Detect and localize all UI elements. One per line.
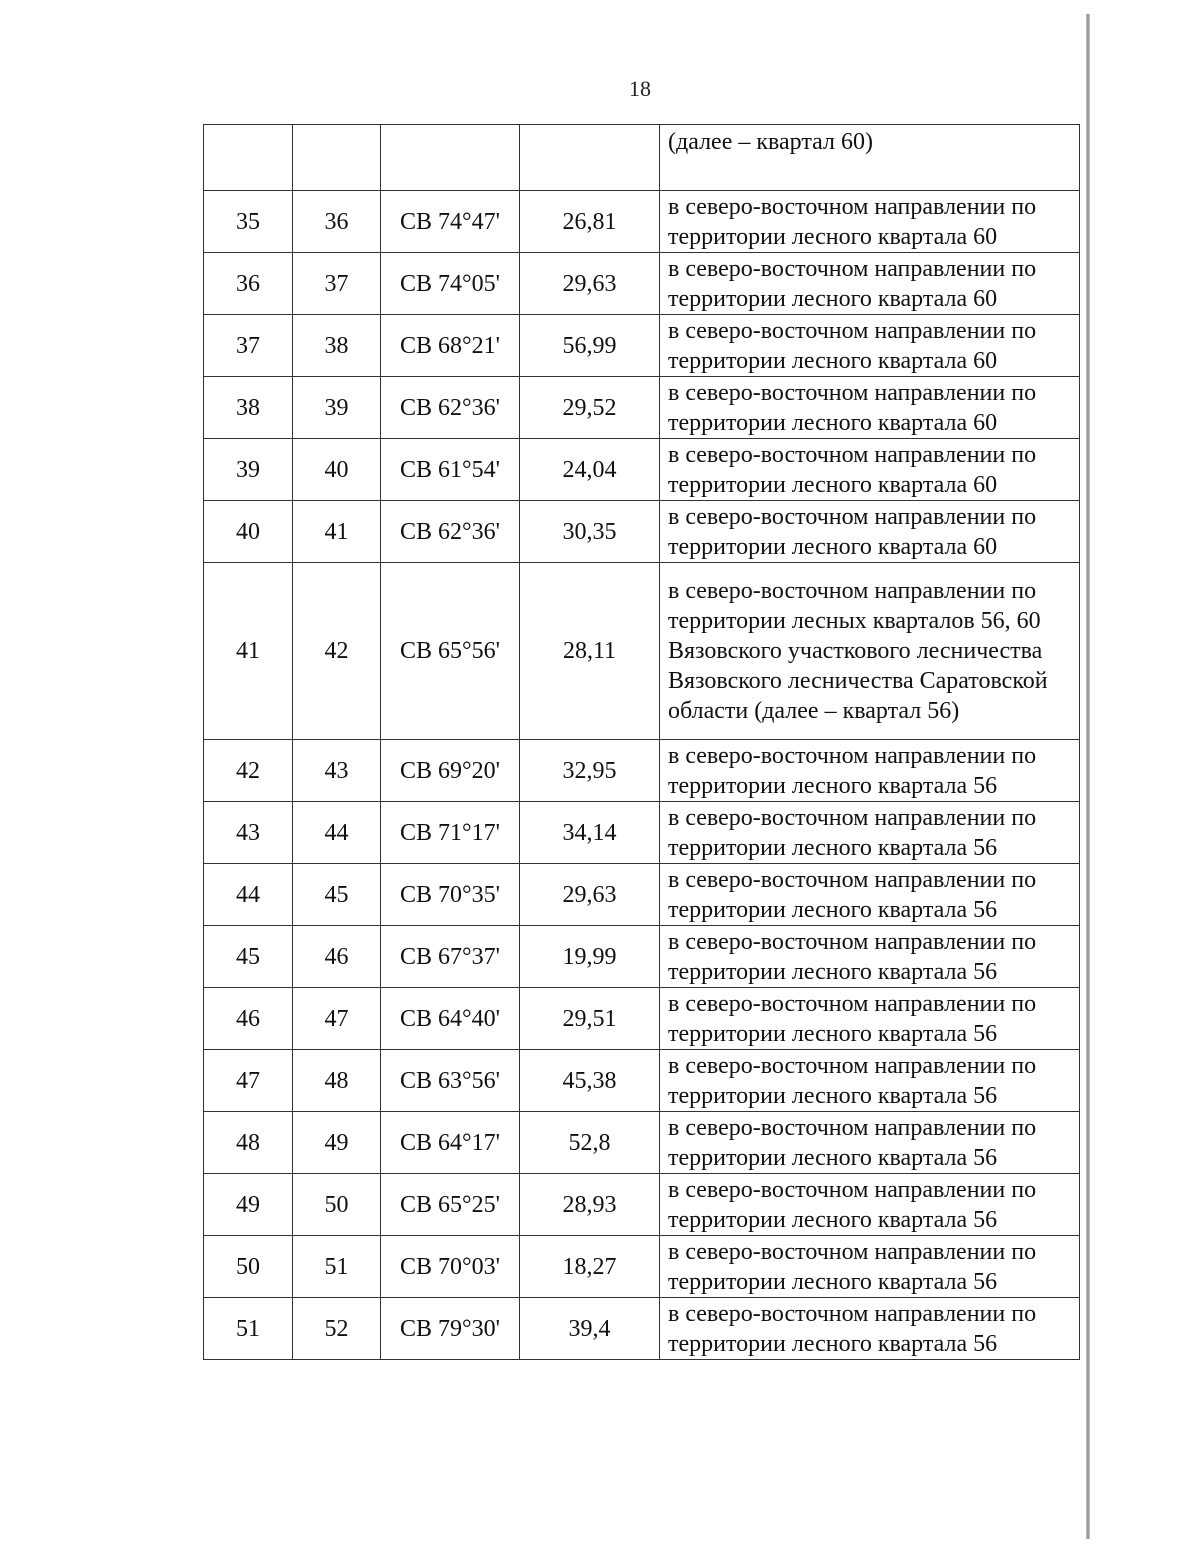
to-point-cell: 50: [293, 1174, 381, 1236]
description-cell: в северо-восточном направлении по территории лесного квартала 56: [660, 1298, 1080, 1360]
bearing-cell: СВ 71°17': [381, 802, 520, 864]
distance-cell: 18,27: [520, 1236, 660, 1298]
distance-cell: 56,99: [520, 315, 660, 377]
from-point-cell: 49: [204, 1174, 293, 1236]
to-point-cell: 38: [293, 315, 381, 377]
bearing-cell: СВ 62°36': [381, 501, 520, 563]
bearing-cell: СВ 64°40': [381, 988, 520, 1050]
description-cell: в северо-восточном направлении по территории лесного квартала 60: [660, 191, 1080, 253]
description-cell: в северо-восточном направлении по территории лесного квартала 56: [660, 802, 1080, 864]
distance-cell: 19,99: [520, 926, 660, 988]
to-point-cell: 41: [293, 501, 381, 563]
from-point-cell: 44: [204, 864, 293, 926]
continuation-bearing-cell: [381, 125, 520, 191]
to-point-cell: 45: [293, 864, 381, 926]
to-point-cell: 39: [293, 377, 381, 439]
from-point-cell: 46: [204, 988, 293, 1050]
description-cell: в северо-восточном направлении по территории лесного квартала 56: [660, 864, 1080, 926]
from-point-cell: 51: [204, 1298, 293, 1360]
bearing-cell: СВ 69°20': [381, 740, 520, 802]
bearing-cell: СВ 61°54': [381, 439, 520, 501]
table-row: [204, 191, 1080, 253]
to-point-cell: 40: [293, 439, 381, 501]
table-row: [204, 315, 1080, 377]
distance-cell: 39,4: [520, 1298, 660, 1360]
description-cell: в северо-восточном направлении по территории лесного квартала 60: [660, 501, 1080, 563]
description-cell: в северо-восточном направлении по территории лесного квартала 56: [660, 988, 1080, 1050]
distance-cell: 29,52: [520, 377, 660, 439]
from-point-cell: 43: [204, 802, 293, 864]
to-point-cell: 42: [293, 563, 381, 740]
from-point-cell: 50: [204, 1236, 293, 1298]
description-cell: в северо-восточном направлении по территории лесных кварталов 56, 60 Вязовского участкового лесничества Вязовского лесничества Саратовской области (далее – квартал 56): [660, 563, 1080, 740]
continuation-row: [204, 125, 1080, 191]
bearing-cell: СВ 63°56': [381, 1050, 520, 1112]
from-point-cell: 37: [204, 315, 293, 377]
table-row: [204, 740, 1080, 802]
distance-cell: 26,81: [520, 191, 660, 253]
continuation-description-cell: (далее – квартал 60): [660, 125, 1080, 191]
table-row: [204, 1112, 1080, 1174]
to-point-cell: 46: [293, 926, 381, 988]
bearing-cell: СВ 64°17': [381, 1112, 520, 1174]
distance-cell: 30,35: [520, 501, 660, 563]
bearing-cell: СВ 70°35': [381, 864, 520, 926]
from-point-cell: 39: [204, 439, 293, 501]
table-body: [204, 125, 1080, 1360]
continuation-distance-cell: [520, 125, 660, 191]
to-point-cell: 44: [293, 802, 381, 864]
table-row: [204, 1050, 1080, 1112]
bearing-cell: СВ 65°56': [381, 563, 520, 740]
distance-cell: 24,04: [520, 439, 660, 501]
to-point-cell: 36: [293, 191, 381, 253]
from-point-cell: 38: [204, 377, 293, 439]
distance-cell: 34,14: [520, 802, 660, 864]
description-cell: в северо-восточном направлении по территории лесного квартала 56: [660, 740, 1080, 802]
bearing-cell: СВ 70°03': [381, 1236, 520, 1298]
table-row: [204, 501, 1080, 563]
distance-cell: 29,63: [520, 864, 660, 926]
distance-cell: 29,63: [520, 253, 660, 315]
bearing-cell: СВ 79°30': [381, 1298, 520, 1360]
scan-edge-line: [1086, 14, 1090, 1539]
description-cell: в северо-восточном направлении по территории лесного квартала 56: [660, 926, 1080, 988]
description-cell: в северо-восточном направлении по территории лесного квартала 60: [660, 315, 1080, 377]
table-row: [204, 563, 1080, 740]
table-row: [204, 864, 1080, 926]
table-row: [204, 802, 1080, 864]
table-row: [204, 377, 1080, 439]
from-point-cell: 36: [204, 253, 293, 315]
distance-cell: 28,93: [520, 1174, 660, 1236]
to-point-cell: 48: [293, 1050, 381, 1112]
description-cell: в северо-восточном направлении по территории лесного квартала 56: [660, 1050, 1080, 1112]
table-row: [204, 988, 1080, 1050]
to-point-cell: 37: [293, 253, 381, 315]
to-point-cell: 49: [293, 1112, 381, 1174]
bearing-cell: СВ 65°25': [381, 1174, 520, 1236]
bearing-cell: СВ 74°05': [381, 253, 520, 315]
from-point-cell: 35: [204, 191, 293, 253]
distance-cell: 29,51: [520, 988, 660, 1050]
description-cell: в северо-восточном направлении по территории лесного квартала 60: [660, 377, 1080, 439]
bearing-cell: СВ 74°47': [381, 191, 520, 253]
distance-cell: 52,8: [520, 1112, 660, 1174]
page-number: 18: [629, 76, 651, 101]
description-cell: в северо-восточном направлении по территории лесного квартала 60: [660, 439, 1080, 501]
bearing-cell: СВ 68°21': [381, 315, 520, 377]
description-cell: в северо-восточном направлении по территории лесного квартала 56: [660, 1174, 1080, 1236]
distance-cell: 45,38: [520, 1050, 660, 1112]
table-row: [204, 253, 1080, 315]
bearing-cell: СВ 67°37': [381, 926, 520, 988]
from-point-cell: 45: [204, 926, 293, 988]
to-point-cell: 47: [293, 988, 381, 1050]
table-row: [204, 1236, 1080, 1298]
distance-cell: 28,11: [520, 563, 660, 740]
from-point-cell: 48: [204, 1112, 293, 1174]
to-point-cell: 51: [293, 1236, 381, 1298]
description-cell: в северо-восточном направлении по территории лесного квартала 60: [660, 253, 1080, 315]
table-row: [204, 1298, 1080, 1360]
continuation-from-cell: [204, 125, 293, 191]
from-point-cell: 42: [204, 740, 293, 802]
description-cell: в северо-восточном направлении по территории лесного квартала 56: [660, 1112, 1080, 1174]
description-cell: в северо-восточном направлении по территории лесного квартала 56: [660, 1236, 1080, 1298]
bearing-cell: СВ 62°36': [381, 377, 520, 439]
from-point-cell: 41: [204, 563, 293, 740]
to-point-cell: 43: [293, 740, 381, 802]
distance-cell: 32,95: [520, 740, 660, 802]
table-row: [204, 439, 1080, 501]
boundary-table: [203, 124, 1080, 1360]
from-point-cell: 40: [204, 501, 293, 563]
table-row: [204, 926, 1080, 988]
to-point-cell: 52: [293, 1298, 381, 1360]
from-point-cell: 47: [204, 1050, 293, 1112]
continuation-to-cell: [293, 125, 381, 191]
table-row: [204, 1174, 1080, 1236]
